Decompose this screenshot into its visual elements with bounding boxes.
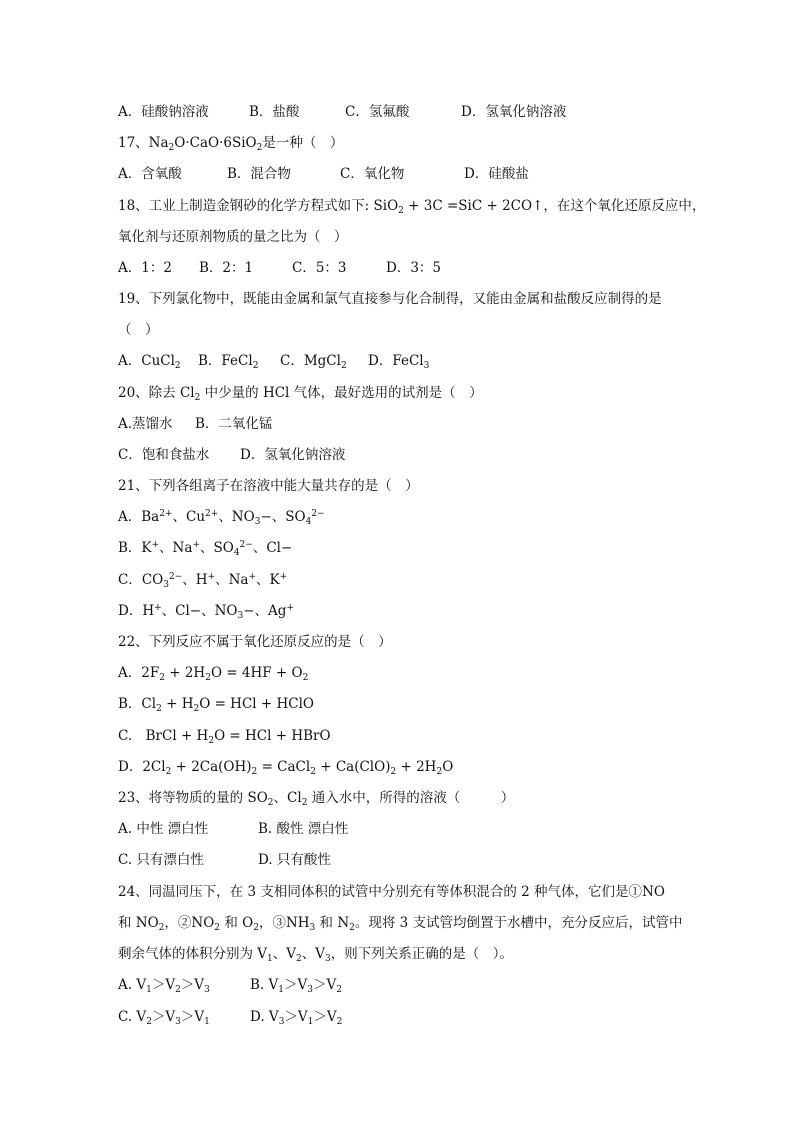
q18-stem-line2: 氧化剂与还原剂物质的量之比为（ ） — [118, 229, 348, 245]
q23-option-d: D. 只有酸性 — [258, 852, 331, 868]
q22-option-b: B．$Cl_2 + H_2O$ = HCl + HClO — [118, 696, 314, 714]
q17-option-b: B．混合物 — [227, 166, 291, 182]
q24-options-row1 — [118, 976, 342, 994]
q18-option-a: A．1：2 — [118, 260, 172, 276]
q24-option-c: C. $V_2>V_3>V_1$ — [118, 1009, 210, 1027]
q19-options — [118, 352, 429, 370]
q19-option-a: A．CuCl$_2$ — [118, 353, 181, 371]
q16-option-d: D．氢氧化钠溶液 — [461, 104, 567, 120]
q22-stem: 22、下列反应不属于氧化还原反应的是（ ） — [118, 634, 392, 650]
q16-option-a: A．硅酸钠溶液 — [118, 104, 209, 120]
q24-option-b: B. $V_1>V_3>V_2$ — [250, 977, 342, 995]
q19-option-b: B．FeCl$_2$ — [198, 353, 259, 371]
q19-option-c: C．MgCl$_2$ — [280, 353, 347, 371]
q20-options-row2 — [118, 446, 345, 464]
q21-option-c: C．$CO_3^{2-}$、H+、Na+、K+ — [118, 572, 288, 590]
q17-option-d: D．硅酸盐 — [464, 166, 529, 182]
q19-stem-line1: 19、下列氯化物中，既能由金属和氯气直接参与化合制得，又能由金属和盐酸反应制得的是 — [118, 291, 662, 307]
q23-options-row1 — [118, 820, 348, 838]
q22-option-d: D．$2Cl_2 + 2Ca(OH)_2$ = CaCl$_2$ + $Ca(ClO)_2 + 2H_2O$ — [118, 759, 454, 777]
q20-option-a: A.蒸馏水 — [118, 416, 173, 432]
q17-option-a: A．含氧酸 — [118, 166, 182, 182]
q16-option-c: C．氢氟酸 — [345, 104, 410, 120]
q18-option-c: C．5：3 — [292, 260, 347, 276]
q16-options — [118, 103, 566, 121]
q23-option-b: B. 酸性 漂白性 — [258, 821, 349, 837]
q22-option-a: A．$2F_2 + 2H_2O = 4HF + O_2$ — [118, 665, 309, 683]
q18-option-d: D．3：5 — [386, 260, 442, 276]
q20-option-d: D．氢氧化钠溶液 — [240, 447, 346, 463]
q23-option-a: A. 中性 漂白性 — [118, 821, 209, 837]
q21-option-b: B．K+、Na+、$SO_4^{2-}$、Cl− — [118, 540, 293, 558]
q23-options-row2 — [118, 851, 331, 869]
q24-stem-line1: 24、同温同压下，在 3 支相同体积的试管中分别充有等体积混合的 2 种气体，它们是①NO — [118, 884, 665, 900]
q24-stem-line3: 剩余气体的体积分别为 $V_1$、$V_2$、$V_3$，则下列关系正确的是（ ）。 — [118, 946, 513, 964]
q24-option-a: A. $V_1>V_2>V_3$ — [118, 977, 210, 995]
q20-stem: 20、除去 $Cl_2$ 中少量的 HCl 气体，最好选用的试剂是（ ） — [118, 385, 483, 403]
q23-option-c: C. 只有漂白性 — [118, 852, 204, 868]
q20-options-row1 — [118, 415, 272, 433]
q20-option-c: C．饱和食盐水 — [118, 447, 210, 463]
q20-option-b: B．二氧化锰 — [195, 416, 273, 432]
q21-stem: 21、下列各组离子在溶液中能大量共存的是（ ） — [118, 478, 419, 494]
q22-option-c: C. BrCl + $H_2O$ = HCl + HBrO — [118, 728, 331, 746]
q24-stem-line2: 和 $NO_2$，$②NO_2$ 和 $O_2$，$③NH_3$ 和 $N_2$。现将 3 支试管均倒置于水槽中，充分反应后，试管中 — [118, 915, 683, 933]
q18-option-b: B．2：1 — [199, 260, 254, 276]
q18-options — [118, 259, 441, 277]
q17-stem: 17、$Na_2O\cdot CaO\cdot 6SiO_2$是一种（ ） — [118, 135, 344, 153]
q24-option-d: D. $V_3>V_1>V_2$ — [250, 1009, 343, 1027]
q24-options-row2 — [118, 1008, 342, 1026]
q21-option-d: D．H+、Cl−、$NO_3-$、Ag+ — [118, 603, 294, 621]
q21-option-a: A．$Ba^{2+}$、$Cu^{2+}$、$NO_3-$、$SO_4^{2-}$ — [118, 509, 325, 527]
q19-stem-line2: （ ） — [118, 322, 159, 338]
q16-option-b: B．盐酸 — [249, 104, 300, 120]
q17-option-c: C．氧化物 — [340, 166, 405, 182]
q18-stem-line1: 18、工业上制造金钢砂的化学方程式如下: SiO$_2$ + 3C =SiC + 2CO↑，在这个氧化还原反应中， — [118, 198, 706, 216]
q17-options — [118, 165, 529, 183]
q19-option-d: D．FeCl$_3$ — [368, 353, 430, 371]
q23-stem: 23、将等物质的量的 $SO_2$、$Cl_2$ 通入水中，所得的溶液（ ） — [118, 790, 515, 808]
